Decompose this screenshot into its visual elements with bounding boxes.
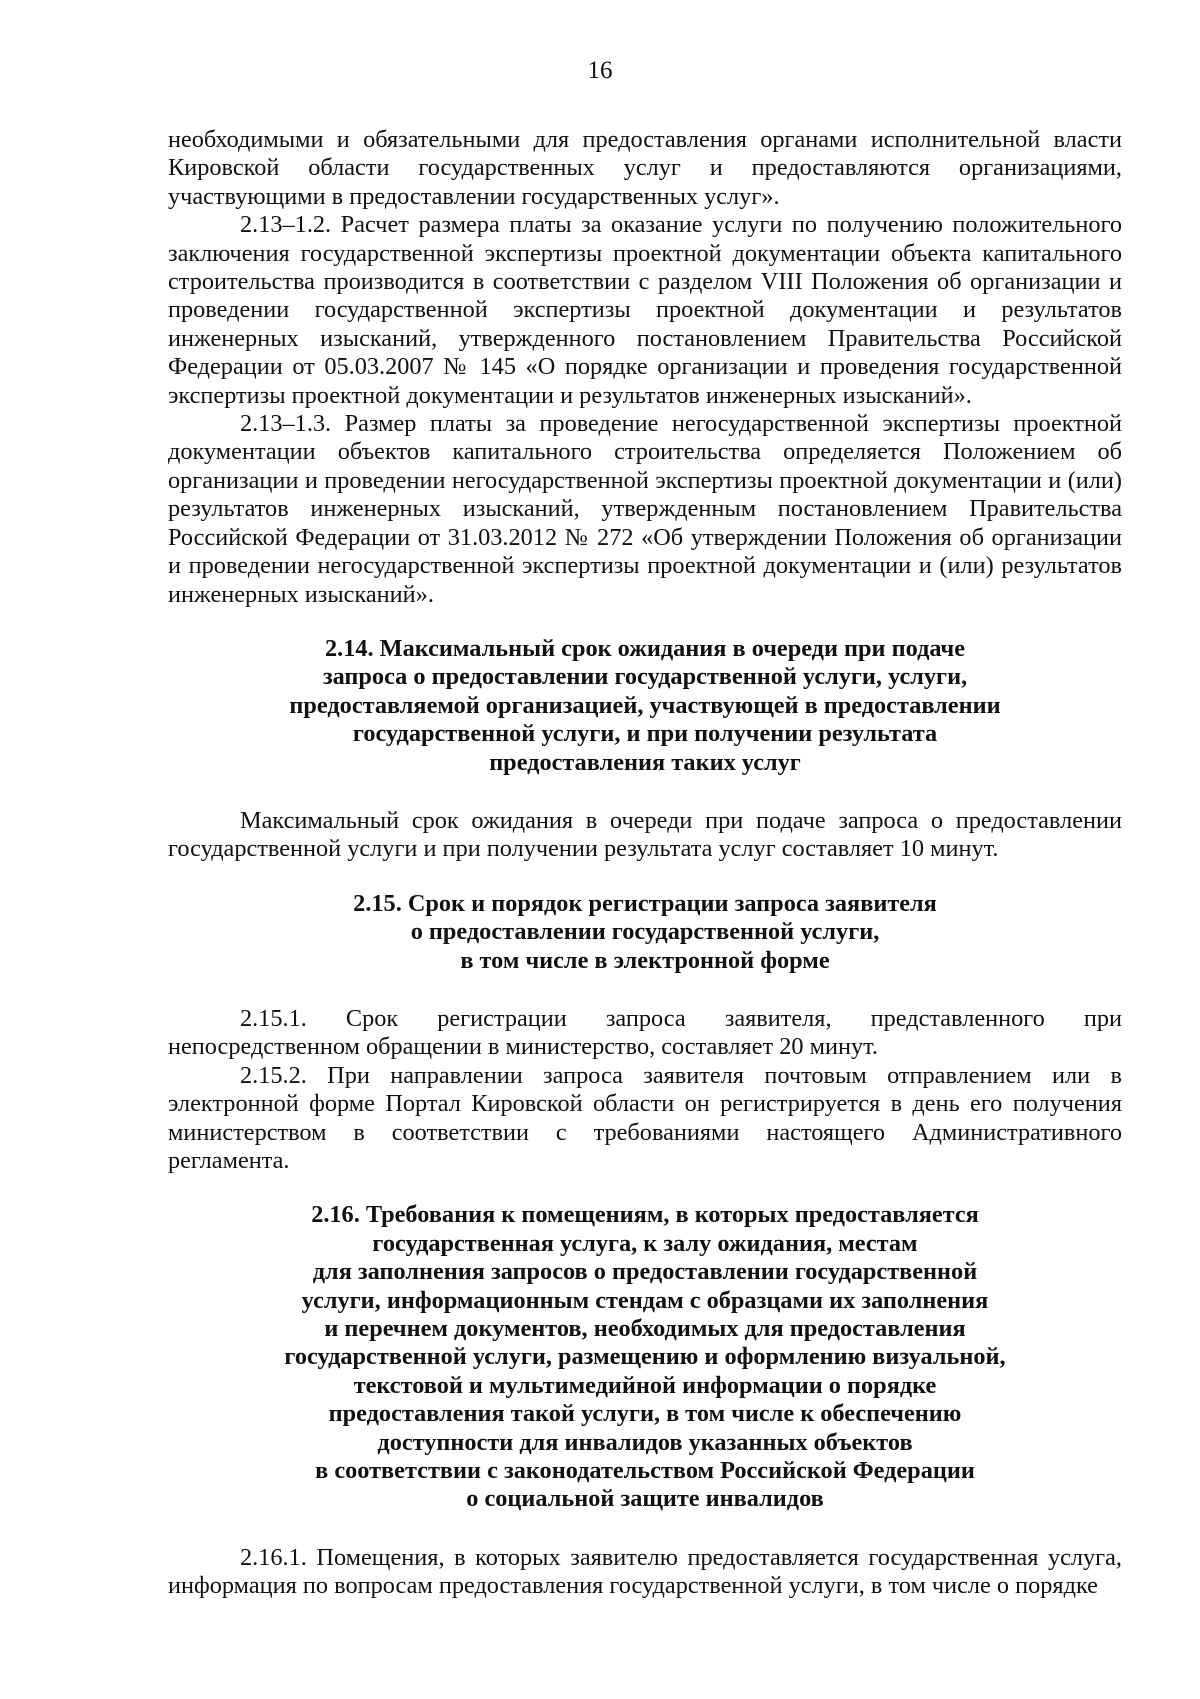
paragraph-2-16-1: 2.16.1. Помещения, в которых заявителю предоставляется государственная услуга, информация по вопросам предоставления государственной услуги, в том числе о порядке: [168, 1543, 1122, 1600]
page-number: 16: [587, 57, 613, 84]
paragraph-2-14-body: Максимальный срок ожидания в очереди при подаче запроса о предоставлении государственной услуги и при получении результата услуг составляет 10 минут.: [168, 806, 1122, 863]
section-heading-2-15: 2.15. Срок и порядок регистрации запроса заявителя о предоставлении государственной услуги, в том числе в электронной форме: [353, 889, 937, 974]
paragraph-continuation: необходимыми и обязательными для предоставления органами исполнительной власти Кировской области государственных услуг и предоставляются организациями, участвующими в предоставлении государственных услуг».: [168, 126, 1122, 210]
paragraph-2-13-1-3: 2.13–1.3. Размер платы за проведение негосударственной экспертизы проектной документации объектов капитального строительства определяется Положением об организации и проведении негосударственной экспертизы проектной документации и (или) результатов инженерных изысканий, утвержденным постановлением Правительства Российской Федерации от 31.03.2012 № 272 «Об утверждении Положения об организации и проведении негосударственной экспертизы проектной документации и (или) результатов инженерных изысканий».: [168, 410, 1122, 608]
document-body: [168, 126, 1122, 1601]
paragraph-2-15-1: 2.15.1. Срок регистрации запроса заявителя, представленного при непосредственном обращении в министерство, составляет 20 минут.: [168, 1004, 1122, 1061]
paragraph-2-15-2: 2.15.2. При направлении запроса заявителя почтовым отправлением или в электронной форме Портал Кировской области он регистрируется в день его получения министерством в соответствии с требованиями настоящего Административного регламента.: [168, 1061, 1122, 1174]
section-heading-2-16: 2.16. Требования к помещениям, в которых предоставляется государственная услуга, к залу ожидания, местам для заполнения запросов о предоставлении государственной услуги, информационным стендам с образцами их заполнения и перечнем документов, необходимых для предоставления государственной услуги, размещению и оформлению визуальной, текстовой и мультимедийной информации о порядке предоставления такой услуги, в том числе к обеспечению доступности для инвалидов указанных объектов в соответствии с законодательством Российской Федерации о социальной защите инвалидов: [284, 1201, 1006, 1513]
paragraph-2-13-1-2: 2.13–1.2. Расчет размера платы за оказание услуги по получению положительного заключения государственной экспертизы проектной документации объекта капитального строительства производится в соответствии с разделом VIII Положения об организации и проведении государственной экспертизы проектной документации и результатов инженерных изысканий, утвержденного постановлением Правительства Российской Федерации от 05.03.2007 № 145 «О порядке организации и проведения государственной экспертизы проектной документации и результатов инженерных изысканий».: [168, 211, 1122, 409]
section-heading-2-14: 2.14. Максимальный срок ожидания в очереди при подаче запроса о предоставлении государственной услуги, услуги, предоставляемой организацией, участвующей в предоставлении государственной услуги, и при получении результата предоставления таких услуг: [289, 634, 1001, 776]
